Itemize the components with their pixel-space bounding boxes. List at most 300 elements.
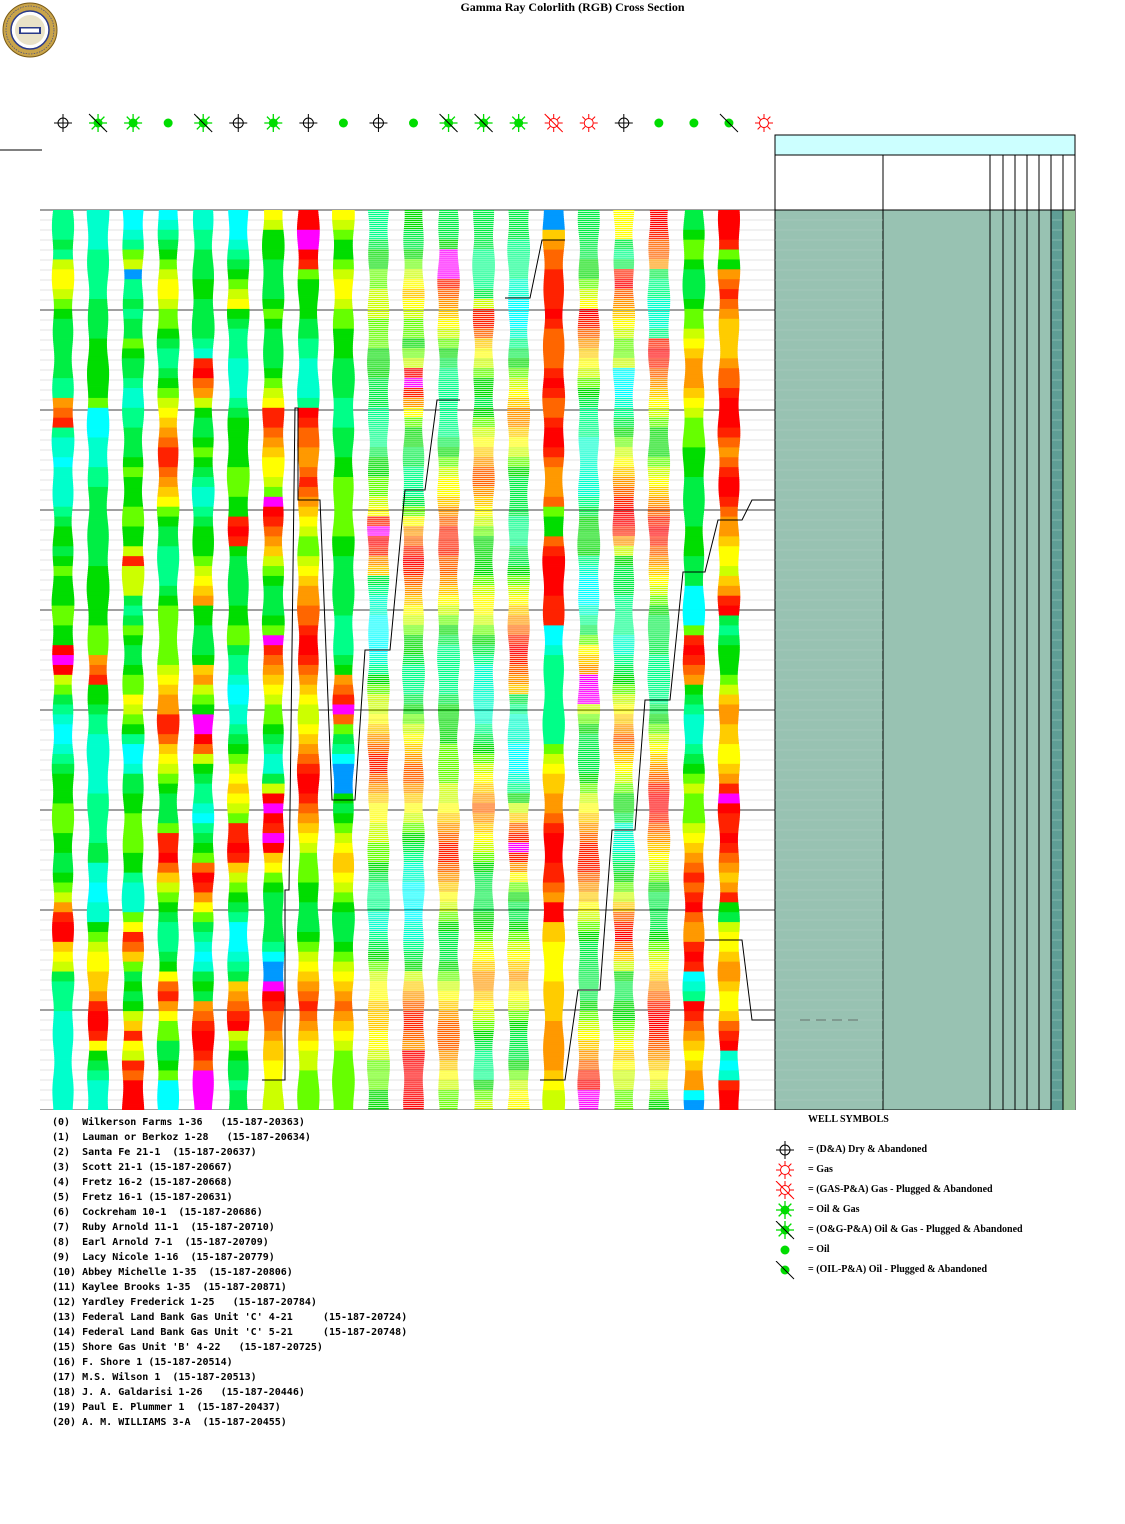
colorlith-segment	[367, 354, 389, 355]
colorlith-segment	[403, 570, 423, 571]
colorlith-segment	[368, 586, 389, 587]
colorlith-segment	[368, 916, 389, 917]
colorlith-segment	[369, 940, 388, 941]
colorlith-segment	[404, 602, 422, 603]
colorlith-segment	[369, 647, 388, 648]
colorlith-segment	[404, 746, 422, 747]
colorlith-segment	[368, 420, 389, 421]
colorlith-segment	[368, 315, 389, 316]
colorlith-segment	[369, 238, 388, 239]
colorlith-segment	[368, 1009, 389, 1010]
colorlith-segment	[403, 408, 423, 409]
colorlith-segment	[404, 738, 424, 739]
colorlith-segment	[403, 615, 424, 616]
colorlith-segment	[404, 323, 424, 324]
colorlith-segment	[368, 754, 388, 755]
colorlith-segment	[369, 384, 388, 385]
colorlith-segment	[403, 499, 425, 500]
colorlith-segment	[369, 430, 388, 431]
colorlith-segment	[403, 291, 425, 292]
colorlith-segment	[368, 588, 388, 589]
colorlith-segment	[369, 558, 389, 559]
colorlith-segment	[368, 851, 390, 852]
colorlith-segment	[370, 285, 388, 286]
colorlith-segment	[368, 956, 389, 957]
colorlith-segment	[367, 691, 389, 692]
colorlith-segment	[369, 461, 389, 462]
colorlith-segment	[367, 1061, 390, 1062]
colorlith-segment	[404, 376, 422, 377]
colorlith-segment	[369, 398, 388, 399]
colorlith-segment	[369, 659, 387, 660]
colorlith-segment	[298, 1108, 319, 1110]
colorlith-segment	[369, 997, 388, 998]
colorlith-segment	[402, 295, 424, 296]
colorlith-segment	[368, 564, 388, 565]
well-log-track	[262, 210, 285, 1110]
colorlith-segment	[368, 1023, 388, 1024]
colorlith-segment	[404, 378, 422, 379]
colorlith-segment	[404, 641, 423, 642]
colorlith-segment	[367, 742, 389, 743]
colorlith-segment	[367, 1066, 390, 1067]
colorlith-segment	[403, 689, 424, 690]
colorlith-segment	[402, 346, 425, 347]
colorlith-segment	[402, 665, 424, 666]
colorlith-segment	[369, 265, 388, 266]
colorlith-segment	[404, 762, 422, 763]
colorlith-segment	[368, 418, 389, 419]
oil-gas-well-icon	[124, 114, 142, 132]
colorlith-segment	[403, 451, 424, 452]
colorlith-segment	[368, 410, 389, 411]
colorlith-segment	[403, 459, 424, 460]
colorlith-segment	[368, 250, 388, 251]
colorlith-segment	[369, 762, 387, 763]
colorlith-segment	[369, 1033, 388, 1034]
colorlith-segment	[404, 610, 424, 611]
colorlith-segment	[403, 523, 424, 524]
colorlith-segment	[403, 305, 424, 306]
colorlith-segment	[369, 623, 389, 624]
colorlith-segment	[369, 392, 388, 393]
colorlith-segment	[368, 726, 389, 727]
colorlith-segment	[403, 311, 423, 312]
colorlith-segment	[405, 430, 422, 431]
colorlith-segment	[368, 578, 390, 579]
colorlith-segment	[370, 817, 388, 818]
colorlith-segment	[370, 979, 387, 980]
colorlith-segment	[404, 439, 423, 440]
colorlith-segment	[367, 523, 390, 524]
colorlith-segment	[369, 244, 389, 245]
colorlith-segment	[368, 681, 390, 682]
colorlith-segment	[369, 1102, 389, 1103]
colorlith-segment	[368, 408, 389, 409]
colorlith-segment	[368, 562, 388, 563]
colorlith-segment	[369, 663, 387, 664]
colorlith-segment	[404, 481, 423, 482]
colorlith-segment	[368, 883, 388, 884]
colorlith-segment	[367, 530, 389, 531]
colorlith-segment	[368, 416, 389, 417]
colorlith-segment	[403, 354, 425, 355]
colorlith-segment	[403, 556, 424, 557]
colorlith-segment	[403, 287, 424, 288]
colorlith-segment	[404, 582, 422, 583]
colorlith-segment	[404, 315, 424, 316]
colorlith-segment	[403, 240, 423, 241]
colorlith-segment	[368, 1007, 389, 1008]
colorlith-segment	[369, 556, 388, 557]
colorlith-segment	[369, 337, 388, 338]
colorlith-segment	[403, 568, 424, 569]
colorlith-segment	[404, 600, 422, 601]
colorlith-segment	[368, 254, 389, 255]
colorlith-segment	[403, 495, 424, 496]
colorlith-segment	[369, 1027, 389, 1028]
colorlith-segment	[369, 218, 388, 219]
colorlith-segment	[368, 1025, 388, 1026]
gas-well-icon	[755, 114, 773, 132]
colorlith-segment	[369, 459, 388, 460]
colorlith-segment	[402, 341, 424, 342]
colorlith-segment	[404, 536, 423, 537]
colorlith-segment	[369, 499, 388, 500]
colorlith-segment	[405, 752, 422, 753]
colorlith-segment	[369, 833, 388, 834]
colorlith-segment	[403, 526, 423, 527]
colorlith-segment	[403, 617, 424, 618]
colorlith-segment	[368, 259, 388, 260]
colorlith-segment	[404, 706, 424, 707]
colorlith-segment	[404, 697, 423, 698]
colorlith-segment	[369, 382, 389, 383]
colorlith-segment	[403, 281, 423, 282]
colorlith-segment	[370, 610, 388, 611]
colorlith-segment	[369, 489, 388, 490]
colorlith-segment	[369, 657, 387, 658]
colorlith-segment	[368, 912, 389, 913]
colorlith-segment	[368, 910, 390, 911]
colorlith-segment	[368, 633, 388, 634]
colorlith-segment	[404, 703, 423, 704]
colorlith-segment	[368, 380, 388, 381]
colorlith-segment	[404, 279, 424, 280]
colorlith-segment	[368, 568, 389, 569]
colorlith-segment	[368, 248, 388, 249]
colorlith-segment	[369, 924, 388, 925]
colorlith-segment	[369, 220, 388, 221]
oil-well-icon	[164, 119, 173, 128]
colorlith-segment	[369, 552, 388, 553]
colorlith-segment	[368, 699, 389, 700]
colorlith-segment	[369, 827, 387, 828]
colorlith-segment	[368, 746, 390, 747]
colorlith-segment	[368, 1080, 389, 1081]
colorlith-segment	[405, 422, 423, 423]
colorlith-segment	[404, 653, 424, 654]
colorlith-segment	[404, 441, 423, 442]
colorlith-segment	[370, 612, 388, 613]
colorlith-segment	[404, 548, 424, 549]
colorlith-segment	[403, 234, 423, 235]
colorlith-segment	[404, 635, 423, 636]
colorlith-segment	[403, 242, 423, 243]
colorlith-segment	[403, 732, 424, 733]
colorlith-segment	[367, 902, 390, 903]
colorlith-segment	[367, 356, 389, 357]
colorlith-segment	[368, 1021, 389, 1022]
colorlith-segment	[367, 364, 390, 365]
colorlith-segment	[369, 291, 388, 292]
colorlith-segment	[403, 722, 425, 723]
colorlith-segment	[369, 966, 389, 967]
colorlith-segment	[369, 236, 388, 237]
colorlith-segment	[405, 432, 422, 433]
colorlith-segment	[403, 782, 423, 783]
colorlith-segment	[368, 841, 389, 842]
colorlith-segment	[402, 517, 424, 518]
colorlith-segment	[369, 803, 389, 804]
colorlith-segment	[403, 716, 424, 717]
colorlith-segment	[369, 234, 387, 235]
well-log-track	[192, 210, 215, 1110]
colorlith-segment	[158, 1108, 178, 1110]
colorlith-segment	[369, 772, 387, 773]
colorlith-segment	[370, 437, 388, 438]
colorlith-segment	[370, 447, 387, 448]
colorlith-segment	[369, 1084, 389, 1085]
colorlith-segment	[404, 232, 424, 233]
colorlith-segment	[368, 572, 389, 573]
colorlith-segment	[404, 374, 422, 375]
colorlith-segment	[368, 728, 389, 729]
colorlith-segment	[403, 493, 424, 494]
colorlith-segment	[370, 815, 388, 816]
colorlith-segment	[403, 491, 423, 492]
colorlith-segment	[369, 805, 388, 806]
colorlith-segment	[369, 784, 388, 785]
colorlith-segment	[368, 958, 389, 959]
colorlith-segment	[370, 977, 388, 978]
colorlith-segment	[367, 517, 389, 518]
colorlith-segment	[369, 835, 389, 836]
colorlith-segment	[369, 991, 387, 992]
colorlith-segment	[403, 712, 424, 713]
oil-well-icon	[689, 119, 698, 128]
colorlith-segment	[369, 1029, 388, 1030]
colorlith-segment	[404, 699, 423, 700]
colorlith-segment	[368, 859, 389, 860]
colorlith-segment	[402, 352, 424, 353]
colorlith-segment	[404, 370, 423, 371]
colorlith-segment	[402, 669, 425, 670]
colorlith-segment	[368, 309, 390, 310]
colorlith-segment	[368, 954, 389, 955]
colorlith-segment	[368, 1074, 390, 1075]
colorlith-segment	[403, 303, 425, 304]
well-log-track	[367, 210, 390, 1109]
colorlith-segment	[403, 657, 424, 658]
colorlith-segment	[367, 904, 390, 905]
colorlith-segment	[369, 809, 388, 810]
colorlith-segment	[403, 776, 423, 777]
colorlith-segment	[367, 532, 389, 533]
colorlith-segment	[403, 396, 423, 397]
colorlith-segment	[403, 246, 423, 247]
colorlith-segment	[368, 534, 390, 535]
colorlith-segment	[368, 837, 388, 838]
colorlith-segment	[368, 582, 389, 583]
colorlith-segment	[368, 839, 389, 840]
colorlith-segment	[368, 473, 389, 474]
colorlith-segment	[368, 892, 390, 893]
colorlith-segment	[403, 457, 424, 458]
colorlith-segment	[367, 1072, 389, 1073]
colorlith-segment	[369, 718, 389, 719]
colorlith-segment	[403, 519, 425, 520]
colorlith-segment	[403, 236, 423, 237]
dry-abandoned-well-icon	[615, 114, 633, 132]
colorlith-segment	[403, 404, 423, 405]
colorlith-segment	[369, 782, 388, 783]
colorlith-segment	[369, 942, 388, 943]
colorlith-segment	[404, 220, 422, 221]
colorlith-segment	[369, 1100, 389, 1101]
colorlith-segment	[405, 596, 422, 597]
colorlith-segment	[369, 617, 388, 618]
colorlith-segment	[368, 574, 390, 575]
colorlith-segment	[404, 254, 423, 255]
colorlith-segment	[370, 445, 387, 446]
colorlith-segment	[368, 515, 390, 516]
colorlith-segment	[369, 390, 388, 391]
colorlith-segment	[404, 230, 424, 231]
colorlith-segment	[403, 728, 424, 729]
colorlith-segment	[404, 372, 422, 373]
colorlith-segment	[404, 546, 423, 547]
colorlith-segment	[403, 307, 424, 308]
colorlith-segment	[403, 406, 423, 407]
colorlith-segment	[405, 261, 423, 262]
colorlith-segment	[370, 825, 388, 826]
colorlith-segment	[403, 554, 424, 555]
colorlith-segment	[367, 695, 389, 696]
colorlith-segment	[368, 477, 389, 478]
colorlith-segment	[368, 794, 388, 795]
colorlith-segment	[368, 722, 388, 723]
colorlith-segment	[368, 343, 388, 344]
colorlith-segment	[404, 580, 422, 581]
colorlith-segment	[368, 509, 388, 510]
colorlith-segment	[369, 402, 389, 403]
colorlith-segment	[403, 627, 423, 628]
colorlith-segment	[369, 493, 388, 494]
colorlith-segment	[405, 584, 423, 585]
colorlith-segment	[369, 1035, 388, 1036]
colorlith-segment	[403, 552, 423, 553]
colorlith-segment	[368, 888, 389, 889]
colorlith-segment	[368, 1019, 389, 1020]
colorlith-segment	[370, 283, 387, 284]
colorlith-segment	[368, 867, 388, 868]
colorlith-segment	[369, 643, 389, 644]
colorlith-segment	[405, 758, 423, 759]
colorlith-segment	[404, 222, 422, 223]
colorlith-segment	[368, 1013, 389, 1014]
colorlith-segment	[368, 542, 388, 543]
colorlith-segment	[367, 1057, 389, 1058]
colorlith-segment	[368, 469, 389, 470]
colorlith-segment	[404, 226, 423, 227]
oil-pa-well-icon	[720, 114, 738, 132]
colorlith-segment	[367, 370, 389, 371]
colorlith-segment	[369, 501, 388, 502]
colorlith-segment	[369, 665, 388, 666]
colorlith-segment	[403, 283, 424, 284]
colorlith-segment	[368, 252, 388, 253]
colorlith-segment	[369, 671, 389, 672]
colorlith-segment	[370, 287, 388, 288]
colorlith-segment	[368, 631, 388, 632]
colorlith-segment	[404, 631, 424, 632]
colorlith-segment	[403, 659, 424, 660]
colorlith-segment	[367, 685, 389, 686]
colorlith-segment	[229, 1108, 248, 1110]
colorlith-segment	[369, 339, 389, 340]
colorlith-segment	[368, 1047, 388, 1048]
colorlith-segment	[403, 566, 424, 567]
colorlith-segment	[369, 974, 387, 975]
colorlith-segment	[368, 580, 389, 581]
colorlith-segment	[370, 608, 387, 609]
colorlith-segment	[404, 384, 423, 385]
colorlith-segment	[368, 890, 389, 891]
colorlith-segment	[370, 273, 388, 274]
gas-pa-well-icon	[545, 114, 563, 132]
colorlith-segment	[404, 271, 422, 272]
colorlith-segment	[403, 463, 424, 464]
colorlith-segment	[369, 295, 388, 296]
colorlith-segment	[403, 525, 424, 526]
colorlith-segment	[369, 879, 389, 880]
colorlith-segment	[404, 277, 423, 278]
colorlith-segment	[402, 509, 425, 510]
colorlith-segment	[404, 604, 423, 605]
colorlith-segment	[370, 604, 387, 605]
colorlith-segment	[405, 428, 422, 429]
colorlith-segment	[369, 232, 387, 233]
colorlith-segment	[367, 1063, 390, 1064]
colorlith-segment	[369, 503, 388, 504]
colorlith-segment	[403, 710, 423, 711]
colorlith-segment	[403, 447, 423, 448]
colorlith-segment	[368, 471, 389, 472]
colorlith-segment	[370, 435, 388, 436]
colorlith-segment	[369, 400, 388, 401]
colorlith-segment	[368, 348, 389, 349]
colorlith-segment	[404, 321, 424, 322]
colorlith-segment	[369, 455, 388, 456]
colorlith-segment	[403, 244, 423, 245]
colorlith-segment	[367, 689, 389, 690]
colorlith-segment	[403, 562, 424, 563]
colorlith-segment	[367, 526, 390, 527]
colorlith-segment	[402, 679, 424, 680]
colorlith-segment	[368, 679, 390, 680]
colorlith-segment	[403, 238, 423, 239]
